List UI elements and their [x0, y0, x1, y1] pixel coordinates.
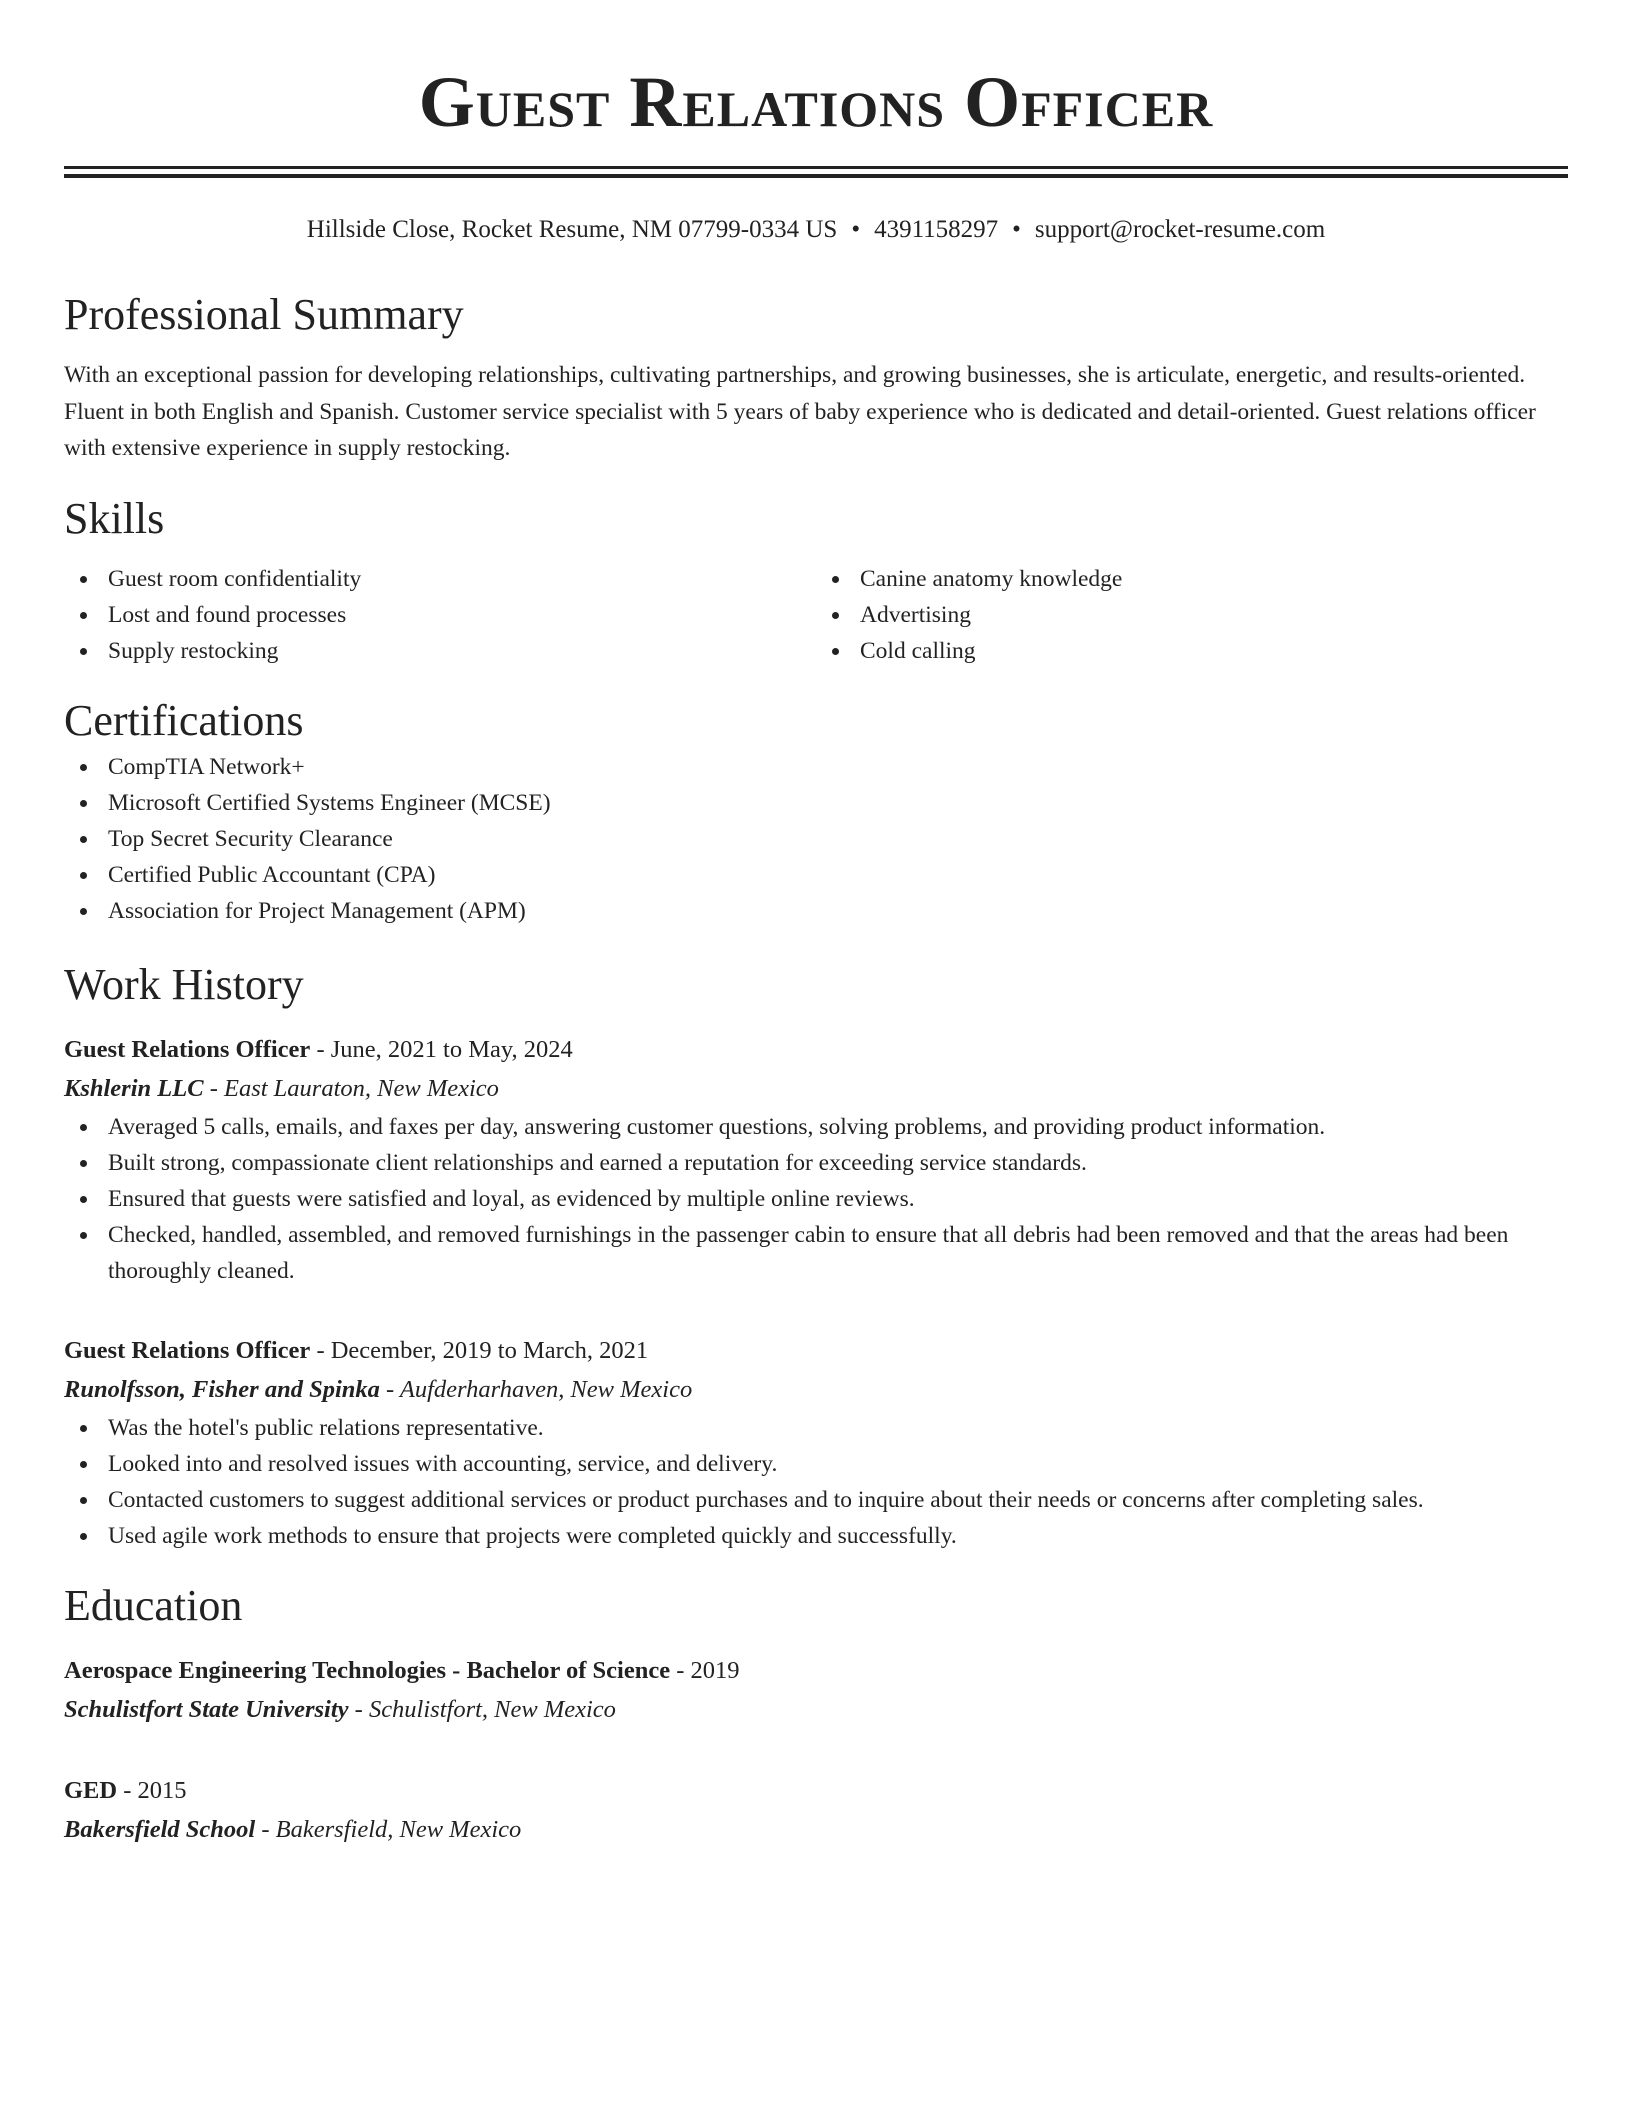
job-duty-item: Checked, handled, assembled, and removed furnishings in the passenger cabin to ensure that all debris had been removed and that the areas had been thoroughly cleaned.: [64, 1217, 1568, 1289]
job-company: Kshlerin LLC: [64, 1074, 204, 1102]
resume-name: Guest Relations Officer: [418, 62, 1214, 142]
job-duty-item: Averaged 5 calls, emails, and faxes per day, answering customer questions, solving problems, and providing product information.: [64, 1109, 1568, 1145]
certification-item: Association for Project Management (APM): [64, 893, 1568, 929]
work-history-heading: Work History: [64, 959, 304, 1009]
job-company: Runolfsson, Fisher and Spinka: [64, 1375, 380, 1403]
job-company-line: [64, 1069, 1568, 1109]
education-location: Schulistfort, New Mexico: [368, 1695, 616, 1723]
skills-grid: [64, 561, 1568, 669]
contact-separator: •: [1012, 216, 1021, 243]
education-separator: -: [670, 1656, 691, 1684]
education-separator: -: [117, 1776, 138, 1804]
education-entry: [64, 1772, 1568, 1850]
certification-item: Top Secret Security Clearance: [64, 821, 1568, 857]
education-heading: Education: [64, 1580, 243, 1630]
job-separator: -: [379, 1375, 400, 1403]
certification-item: Microsoft Certified Systems Engineer (MCSE): [64, 785, 1568, 821]
job-duty-item: Looked into and resolved issues with accounting, service, and delivery.: [64, 1446, 1568, 1482]
skill-item: Cold calling: [816, 633, 1568, 669]
certification-item: CompTIA Network+: [64, 749, 1568, 785]
education-school: Schulistfort State University: [64, 1695, 349, 1723]
job-duty-item: Contacted customers to suggest additional services or product purchases and to inquire about their needs or concerns after completing sales.: [64, 1482, 1568, 1518]
job-duty-item: Built strong, compassionate client relationships and earned a reputation for exceeding service standards.: [64, 1145, 1568, 1181]
certifications-heading: Certifications: [64, 695, 304, 745]
summary-heading: Professional Summary: [64, 290, 464, 339]
contact-phone: 4391158297: [874, 216, 999, 243]
job-location: Aufderharhaven, New Mexico: [399, 1375, 693, 1403]
education-degree: Aerospace Engineering Technologies - Bachelor of Science: [64, 1656, 671, 1684]
education-entry: [64, 1652, 1568, 1730]
education-year: 2019: [690, 1656, 740, 1684]
skill-item: Canine anatomy knowledge: [816, 561, 1568, 597]
contact-address: Hillside Close, Rocket Resume, NM 07799-0334 US: [306, 216, 838, 243]
job-separator: -: [203, 1074, 224, 1102]
certification-item: Certified Public Accountant (CPA): [64, 857, 1568, 893]
summary-text: With an exceptional passion for developing relationships, cultivating partnerships, and growing businesses, she is articulate, energetic, and results-oriented. Fluent in both English and Spanish. Customer service specialist with 5 years of baby experience who is dedicated and detail-oriented. Guest relations officer with extensive experience in supply restocking.: [64, 362, 1536, 461]
skills-column-right: [816, 561, 1568, 669]
education-location: Bakersfield, New Mexico: [275, 1815, 522, 1843]
education-degree-line: [64, 1772, 1568, 1810]
job-dates: June, 2021 to May, 2024: [330, 1035, 573, 1063]
job-duty-item: Used agile work methods to ensure that projects were completed quickly and successfully.: [64, 1518, 1568, 1554]
job-duty-item: Was the hotel's public relations representative.: [64, 1410, 1568, 1446]
contact-line: [64, 213, 1568, 247]
header-divider: [64, 166, 1568, 178]
job-entry: [64, 1332, 1568, 1554]
education-degree: GED: [64, 1776, 118, 1804]
skill-item: Lost and found processes: [64, 597, 816, 633]
job-dates: December, 2019 to March, 2021: [330, 1336, 649, 1364]
job-duties-list: [64, 1410, 1568, 1554]
education-separator: -: [255, 1815, 276, 1843]
skill-item: Guest room confidentiality: [64, 561, 816, 597]
skill-item: Supply restocking: [64, 633, 816, 669]
skills-column-left: [64, 561, 816, 669]
education-school-line: [64, 1810, 1568, 1850]
job-company-line: [64, 1370, 1568, 1410]
job-title-line: [64, 1031, 1568, 1069]
job-location: East Lauraton, New Mexico: [223, 1074, 499, 1102]
education-degree-line: [64, 1652, 1568, 1690]
education-separator: -: [348, 1695, 369, 1723]
job-separator: -: [310, 1336, 331, 1364]
job-separator: -: [310, 1035, 331, 1063]
skill-item: Advertising: [816, 597, 1568, 633]
job-entry: [64, 1031, 1568, 1289]
contact-separator: •: [851, 216, 861, 243]
education-school: Bakersfield School: [64, 1815, 256, 1843]
education-year: 2015: [137, 1776, 187, 1804]
education-school-line: [64, 1690, 1568, 1730]
job-duties-list: [64, 1109, 1568, 1289]
certifications-list: [64, 749, 1568, 929]
contact-email: support@rocket-resume.com: [1034, 216, 1326, 243]
skills-heading: Skills: [64, 493, 165, 543]
job-duty-item: Ensured that guests were satisfied and loyal, as evidenced by multiple online reviews.: [64, 1181, 1568, 1217]
job-title-line: [64, 1332, 1568, 1370]
job-title: Guest Relations Officer: [64, 1035, 311, 1063]
job-title: Guest Relations Officer: [64, 1336, 311, 1364]
